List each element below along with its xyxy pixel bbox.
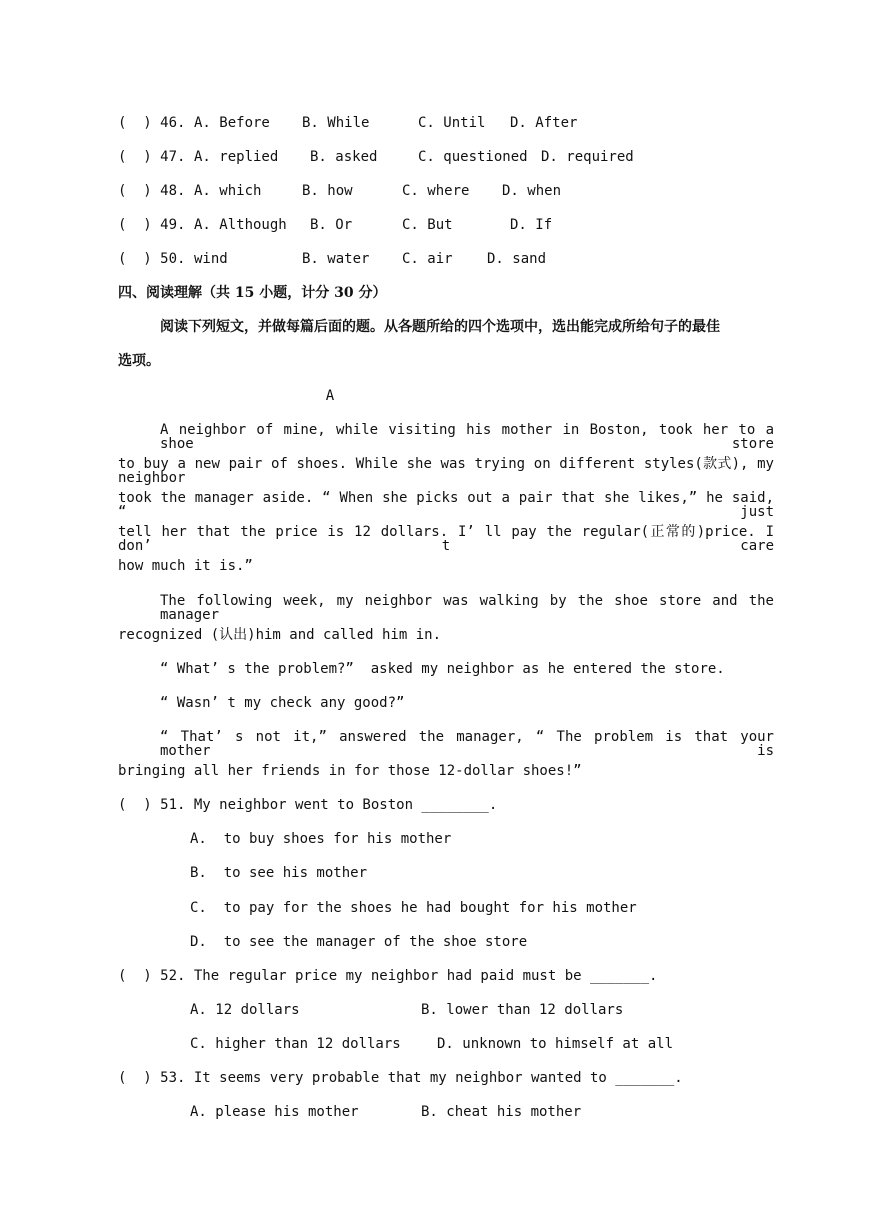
option-c: C. higher than 12 dollars xyxy=(190,1036,401,1052)
option-a: A. Before xyxy=(194,115,270,131)
option-b: B. how xyxy=(302,183,353,199)
option-b: B. cheat his mother xyxy=(421,1104,582,1120)
option-b: B. While xyxy=(302,115,370,131)
option-a: A. replied xyxy=(194,149,279,165)
option-c: C. questioned xyxy=(418,149,528,165)
option-a: A. which xyxy=(194,183,262,199)
question-stem: ( ) 53. It seems very probable that my neighbor wanted to _______. xyxy=(118,1070,683,1086)
option-b: B. water xyxy=(302,251,370,267)
text-line: recognized (认出)him and called him in. xyxy=(118,627,442,643)
option-a: A. please his mother xyxy=(190,1104,359,1120)
option-c: C. Until xyxy=(418,115,486,131)
option-d: D. to see the manager of the shoe store xyxy=(190,934,528,950)
option-d: D. If xyxy=(510,217,553,233)
text-line: tell her that the price is 12 dollars. I’ ll pay the regular(正常的)price. I don’ t care xyxy=(118,524,774,554)
question-stem: ( ) 51. My neighbor went to Boston ________. xyxy=(118,797,498,813)
option-b: B. Or xyxy=(310,217,353,233)
question-number: ( ) 49. xyxy=(118,217,186,233)
option-a: A. Although xyxy=(194,217,287,233)
option-d: D. After xyxy=(510,115,578,131)
option-d: D. when xyxy=(502,183,562,199)
option-d: D. sand xyxy=(487,251,547,267)
passage-label: A xyxy=(325,388,335,404)
option-b: B. asked xyxy=(310,149,378,165)
dialogue-line-2: “ Wasn’ t my check any good?” xyxy=(160,695,405,711)
option-d: D. unknown to himself at all xyxy=(437,1036,674,1052)
text-line: to buy a new pair of shoes. While she was trying on different styles(款式), my neighbor xyxy=(118,456,774,486)
text-line: A neighbor of mine, while visiting his mother in Boston, took her to a shoe store xyxy=(160,422,774,452)
text-line: The following week, my neighbor was walking by the shoe store and the manager xyxy=(160,593,774,623)
text-line: bringing all her friends in for those 12-dollar shoes!” xyxy=(118,763,582,779)
option-c: C. to pay for the shoes he had bought for his mother xyxy=(190,900,637,916)
question-number: ( ) 47. xyxy=(118,149,186,165)
question-number: ( ) 48. xyxy=(118,183,186,199)
option-b: B. lower than 12 dollars xyxy=(421,1002,624,1018)
question-number: ( ) 46. xyxy=(118,115,186,131)
option-d: D. required xyxy=(541,149,634,165)
option-c: C. where xyxy=(402,183,470,199)
option-b: B. to see his mother xyxy=(190,865,368,881)
option-a: A. 12 dollars xyxy=(190,1002,300,1018)
question-number: ( ) 50. xyxy=(118,251,186,267)
section-title: 四、阅读理解（共 15 小题，计分 30 分） xyxy=(118,285,387,301)
text-line: took the manager aside. “ When she picks out a pair that she likes,” he said, “ just xyxy=(118,490,774,520)
section-instruction-cont: 选项。 xyxy=(118,353,160,369)
option-c: C. air xyxy=(402,251,453,267)
text-line: “ That’ s not it,” answered the manager, “ The problem is that your mother is xyxy=(160,729,774,759)
option-c: C. But xyxy=(402,217,453,233)
dialogue-line-1: “ What’ s the problem?” asked my neighbor as he entered the store. xyxy=(160,661,725,677)
option-a: wind xyxy=(194,251,228,267)
text-line: how much it is.” xyxy=(118,558,253,574)
option-a: A. to buy shoes for his mother xyxy=(190,831,452,847)
section-instruction: 阅读下列短文，并做每篇后面的题。从各题所给的四个选项中，选出能完成所给句子的最佳 xyxy=(160,319,720,335)
question-stem: ( ) 52. The regular price my neighbor had paid must be _______. xyxy=(118,968,658,984)
